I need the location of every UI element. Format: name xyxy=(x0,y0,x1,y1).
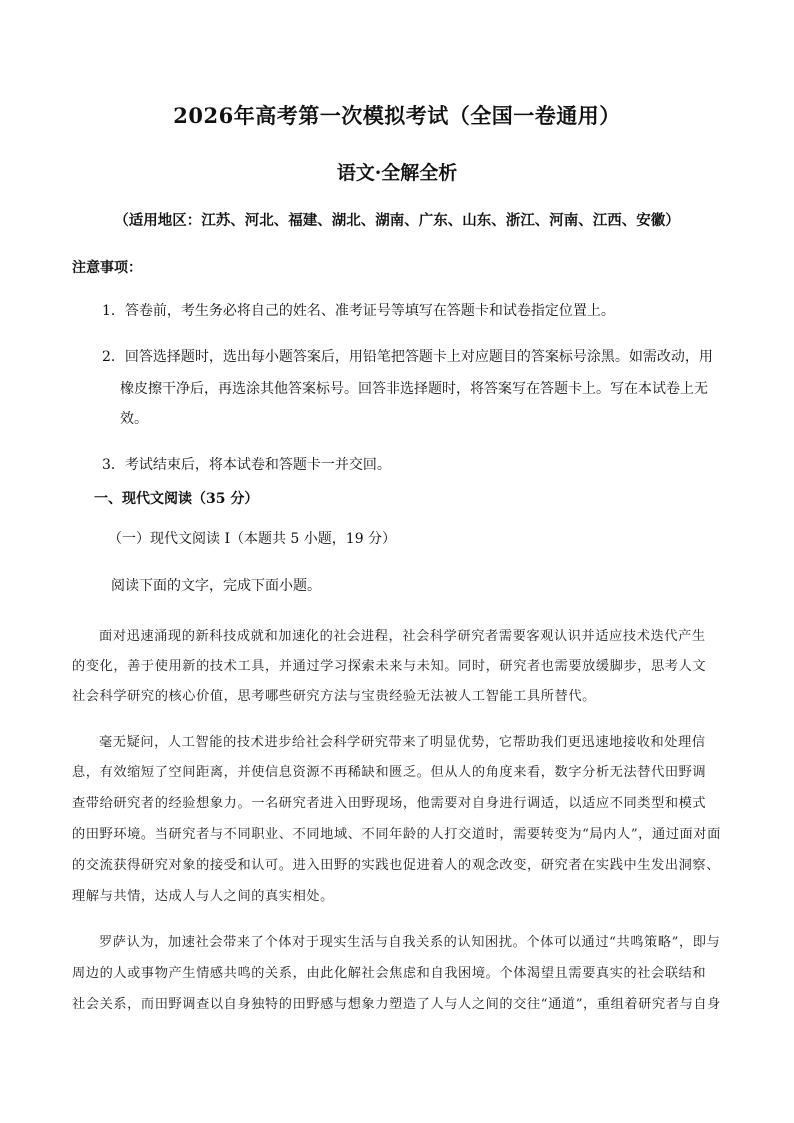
subsection-heading: （一）现代文阅读 I（本题共 5 小题，19 分） xyxy=(108,531,397,547)
paragraph-2-line: 的交流获得研究对象的接受和认可。进入田野的实践也促进着人的观念改变，研究者在实践中生发出洞察、 xyxy=(72,858,721,873)
applicable-regions: （适用地区：江苏、河北、福建、湖北、湖南、广东、山东、浙江、河南、江西、安徽） xyxy=(114,212,680,229)
paragraph-3-line: 社会关系，而田野调查以自身独特的田野感与想象力塑造了人与人之间的交往“通道”，重组着研究者与自身 xyxy=(72,997,721,1012)
notice-item-2-line-2: 橡皮擦干净后，再选涂其他答案标号。回答非选择题时，将答案写在答题卡上。写在本试卷上无 xyxy=(120,381,708,397)
notice-item-2-line-1: 2．回答选择题时，选出每小题答案后，用铅笔把答题卡上对应题目的答案标号涂黑。如需改动，用 xyxy=(102,349,713,365)
paragraph-2-line: 查带给研究者的经验想象力。一名研究者进入田野现场，他需要对自身进行调适，以适应不同类型和模式 xyxy=(72,796,707,811)
paragraph-1-line: 面对迅速涌现的新科技成就和加速化的社会进程，社会科学研究者需要客观认识并适应技术迭代产生 xyxy=(99,629,706,644)
paragraph-2-line: 的田野环境。当研究者与不同职业、不同地域、不同年龄的人打交道时，需要转变为“局内人”，通过面对面 xyxy=(72,827,721,842)
section-heading: 一、现代文阅读（35 分） xyxy=(94,491,259,507)
paragraph-1-line: 社会科学研究的核心价值，思考哪些研究方法与宝贵经验无法被人工智能工具所替代。 xyxy=(72,689,596,704)
paragraph-3-line: 罗萨认为，加速社会带来了个体对于现实生活与自我关系的认知困扰。个体可以通过“共鸣策略”，即与 xyxy=(99,935,721,950)
paragraph-1-line: 的变化，善于使用新的技术工具，并通过学习探索未来与未知。同时，研究者也需要放缓脚步，思考人文 xyxy=(72,659,707,674)
notice-heading: 注意事项： xyxy=(72,260,142,276)
notice-item-2-line-3: 效。 xyxy=(120,411,148,427)
paragraph-2-line: 息，有效缩短了空间距离，并使信息资源不再稀缺和匮乏。但从人的角度来看，数字分析无法替代田野调 xyxy=(72,765,707,780)
exam-title: 2026年高考第一次模拟考试（全国一卷通用） xyxy=(173,103,621,128)
paragraph-3-line: 周边的人或事物产生情感共鸣的关系，由此化解社会焦虑和自我困境。个体渴望且需要真实的社会联结和 xyxy=(72,966,707,981)
exam-subtitle: 语文·全解全析 xyxy=(336,162,458,184)
paragraph-2-line: 理解与共情，达成人与人之间的真实相处。 xyxy=(72,889,334,904)
notice-item-3: 3．考试结束后，将本试卷和答题卡一并交回。 xyxy=(102,457,391,473)
reading-instruction: 阅读下面的文字，完成下面小题。 xyxy=(111,578,321,594)
paragraph-2-line: 毫无疑问，人工智能的技术进步给社会科学研究带来了明显优势，它帮助我们更迅速地接收和处理信 xyxy=(99,735,706,750)
notice-item-1: 1．答卷前，考生务必将自己的姓名、准考证号等填写在答题卡和试卷指定位置上。 xyxy=(102,303,615,319)
